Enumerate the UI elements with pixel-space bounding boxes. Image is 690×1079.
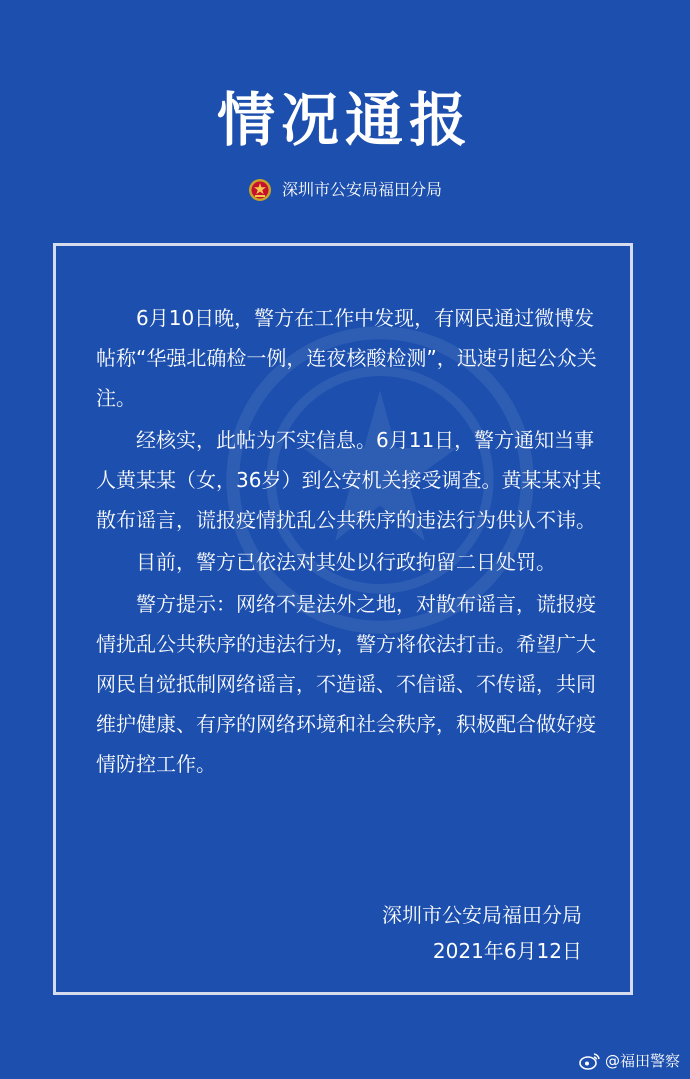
- paragraph: 目前，警方已依法对其处以行政拘留二日处罚。: [136, 550, 556, 574]
- issuer-text: 深圳市公安局福田分局: [281, 180, 442, 199]
- signature-org: 深圳市公安局福田分局: [382, 903, 582, 927]
- notice-body: [96, 298, 606, 786]
- paragraph: 警方提示：网络不是法外之地，对散布谣言，谎报疫情扰乱公共秩序的违法行为，警方将依法打击。希望广大网民自觉抵制网络谣言，不造谣、不信谣、不传谣，共同维护健康、有序的网络环境和社会秩序，积极配合做好疫情防控工作。: [96, 592, 596, 776]
- signature-block: [382, 897, 582, 969]
- weibo-handle: @福田警察: [604, 1052, 680, 1070]
- weibo-icon: [579, 1052, 601, 1070]
- page-title: 情况通报: [216, 86, 473, 154]
- issuer-line: [0, 176, 690, 204]
- weibo-watermark: [579, 1051, 680, 1071]
- paragraph: 6月10日晚，警方在工作中发现，有网民通过微博发帖称“华强北确检一例，连夜核酸检测”，迅速引起公众关注。: [96, 306, 597, 410]
- police-emblem-icon: [248, 178, 272, 202]
- paragraph: 经核实，此帖为不实信息。6月11日，警方通知当事人黄某某（女，36岁）到公安机关接受调查。黄某某对其散布谣言，谎报疫情扰乱公共秩序的违法行为供认不讳。: [96, 428, 602, 532]
- signature-date: 2021年6月12日: [432, 939, 582, 963]
